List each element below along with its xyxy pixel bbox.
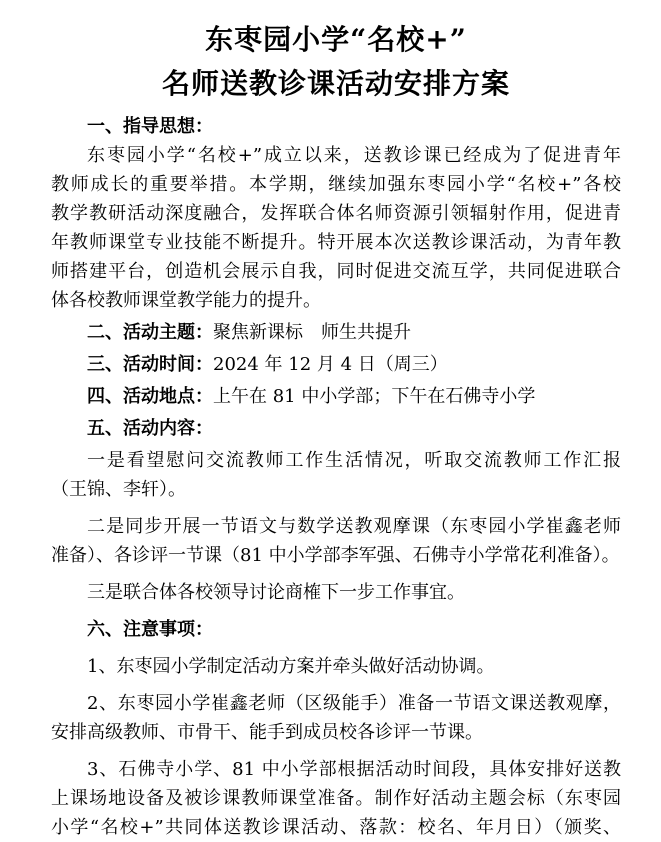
section4-label: 四、活动地点： (87, 386, 213, 407)
section1-heading: 一、指导思想： (87, 116, 213, 137)
section6-item2-line: 安排高级教师、市骨干、能手到成员校各诊评一节课。 (51, 722, 483, 743)
section1-line: 年教师课堂专业技能不断提升。特开展本次送教诊课活动，为青年教 (51, 232, 621, 253)
section6-heading: 六、注意事项： (87, 619, 213, 640)
section4-row (51, 382, 621, 411)
section2-row (51, 318, 621, 347)
section1-line: 教学教研活动深度融合，发挥联合体名师资源引领辐射作用，促进青 (51, 203, 621, 224)
section1-line: 东枣园小学“名校+”成立以来，送教诊课已经成为了促进青年 (87, 145, 621, 166)
section6-item3-line: 上课场地设备及被诊课教师课堂准备。制作好活动主题会标（东枣园 (51, 788, 621, 809)
section5-item3-line: 三是联合体各校领导讨论商榷下一步工作事宜。 (87, 582, 465, 603)
section3-label: 三、活动时间： (87, 354, 213, 375)
section2-value-part1: 聚焦新课标 (213, 322, 303, 343)
section6-item1-line: 1、东枣园小学制定活动方案并牵头做好活动协调。 (87, 656, 495, 677)
document-title-line2: 名师送教诊课活动安排方案 (161, 67, 510, 100)
section1-line: 师搭建平台，创造机会展示自我，同时促进交流互学，共同促进联合 (51, 261, 621, 282)
section1-line: 体各校教师课堂教学能力的提升。 (51, 290, 321, 311)
section4-value: 上午在 81 中小学部；下午在石佛寺小学 (213, 386, 536, 407)
document-title-line1: 东枣园小学“名校+” (205, 23, 467, 56)
section5-heading: 五、活动内容： (87, 418, 213, 439)
section3-row (51, 350, 621, 379)
section3-value: 2024 年 12 月 4 日（周三） (213, 354, 448, 375)
section5-item1-line: 一是看望慰问交流教师工作生活情况，听取交流教师工作汇报 (87, 450, 621, 471)
section6-item2-line: 2、东枣园小学崔鑫老师（区级能手）准备一节语文课送教观摩， (87, 693, 621, 714)
section5-item1-line: （王锦、李轩）。 (51, 479, 186, 500)
section2-value-part2: 师生共提升 (321, 322, 411, 343)
section1-line: 教师成长的重要举措。本学期，继续加强东枣园小学“名校+”各校 (51, 174, 621, 195)
section5-item2-line: 准备）、各诊评一节课（81 中小学部李军强、石佛寺小学常花利准备）。 (51, 545, 620, 566)
section5-item2-line: 二是同步开展一节语文与数学送教观摩课（东枣园小学崔鑫老师 (87, 516, 621, 537)
section6-item3-line: 3、石佛寺小学、81 中小学部根据活动时间段，具体安排好送教 (87, 759, 621, 780)
section2-label: 二、活动主题： (87, 322, 213, 343)
section6-item3-line: 小学“名校+”共同体送教诊课活动、落款：校名、年月日）（颁奖、 (51, 817, 621, 838)
